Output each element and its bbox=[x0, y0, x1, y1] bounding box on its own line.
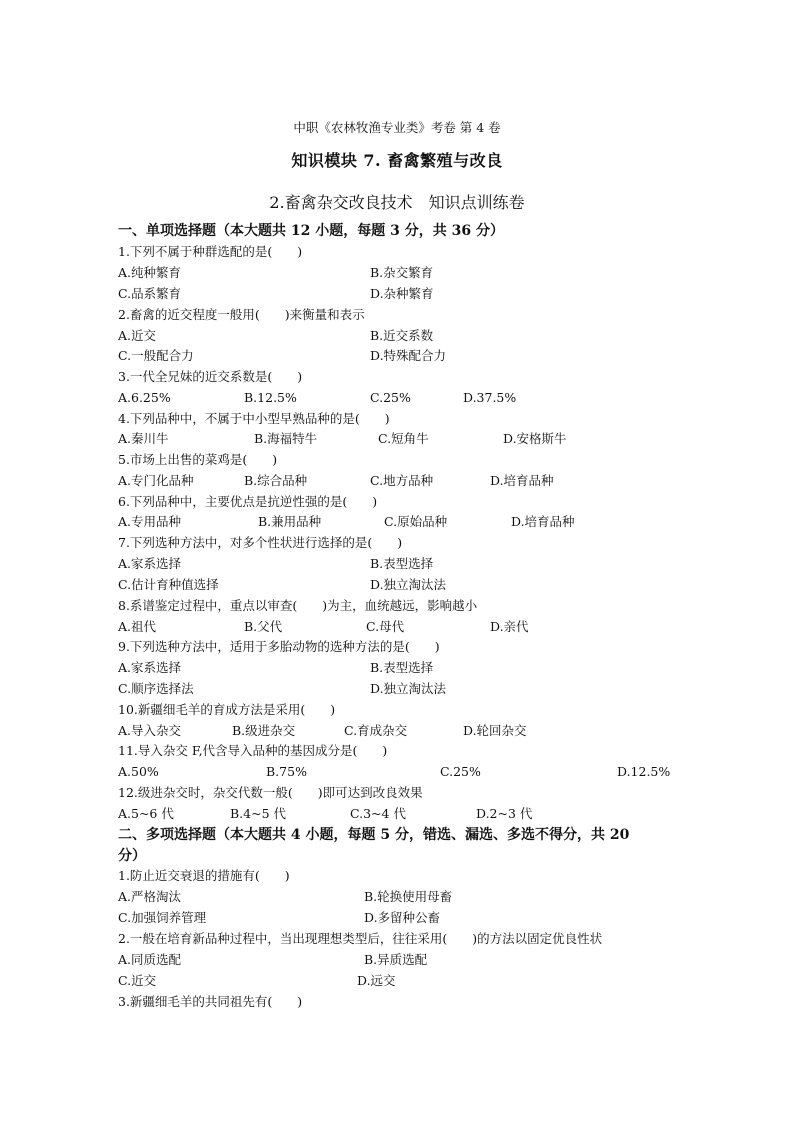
q4-option-d: D.安格斯牛 bbox=[503, 431, 567, 446]
q10-option-b: B.级进杂交 bbox=[232, 723, 296, 738]
question-10: 10.新疆细毛羊的育成方法是采用( ) bbox=[118, 702, 336, 717]
q7-option-d: D.独立淘汰法 bbox=[370, 577, 447, 592]
q4-option-c: C.短角牛 bbox=[378, 431, 429, 446]
q8-option-c: C.母代 bbox=[366, 619, 405, 634]
section-2-title-cont: 分） bbox=[118, 848, 146, 864]
q8-option-b: B.父代 bbox=[244, 619, 283, 634]
multi-question-2: 2.一般在培育新品种过程中，当出现理想类型后，往往采用( )的方法以固定优良性状 bbox=[118, 931, 603, 946]
question-2: 2.畜禽的近交程度一般用( )来衡量和表示 bbox=[118, 307, 365, 322]
q3-option-c: C.25% bbox=[370, 390, 411, 405]
q11-option-b: B.75% bbox=[266, 764, 307, 779]
q8-option-a: A.祖代 bbox=[118, 619, 157, 634]
paper-subtitle: 2.畜禽杂交改良技术 知识点训练卷 bbox=[269, 193, 525, 212]
question-8: 8.系谱鉴定过程中，重点以审查( )为主，血统越远，影响越小 bbox=[118, 598, 478, 613]
q8-option-d: D.亲代 bbox=[490, 619, 529, 634]
m2-option-a: A.同质选配 bbox=[118, 952, 182, 967]
q6-option-c: C.原始品种 bbox=[384, 514, 448, 529]
q5-option-a: A.专门化品种 bbox=[118, 473, 194, 488]
q1-option-a: A.纯种繁育 bbox=[118, 265, 182, 280]
q12-option-a: A.5~6 代 bbox=[118, 806, 174, 821]
q12-option-d: D.2~3 代 bbox=[476, 806, 533, 821]
q12-option-c: C.3~4 代 bbox=[350, 806, 406, 821]
q6-option-d: D.培育品种 bbox=[511, 514, 575, 529]
section-2-title: 二、多项选择题（本大题共 4 小题，每题 5 分，错选、漏选、多选不得分，共 20 bbox=[118, 827, 630, 843]
q9-option-b: B.表型选择 bbox=[370, 660, 434, 675]
q11-option-d: D.12.5% bbox=[617, 764, 671, 779]
question-9: 9.下列选种方法中，适用于多胎动物的选种方法的是( ) bbox=[118, 639, 440, 654]
m1-option-d: D.多留种公畜 bbox=[364, 910, 441, 925]
m2-option-b: B.异质选配 bbox=[364, 952, 428, 967]
question-4: 4.下列品种中，不属于中小型早熟品种的是( ) bbox=[118, 411, 390, 426]
module-title: 知识模块 7. 畜禽繁殖与改良 bbox=[291, 151, 503, 170]
q9-option-c: C.顺序选择法 bbox=[118, 681, 194, 696]
q1-option-c: C.品系繁育 bbox=[118, 286, 182, 301]
q11-option-c: C.25% bbox=[440, 764, 481, 779]
m1-option-a: A.严格淘汰 bbox=[118, 889, 182, 904]
q11-option-a: A.50% bbox=[118, 764, 159, 779]
section-1-title: 一、单项选择题（本大题共 12 小题，每题 3 分，共 36 分） bbox=[118, 223, 504, 239]
question-5: 5.市场上出售的菜鸡是( ) bbox=[118, 452, 278, 467]
q5-option-c: C.地方品种 bbox=[370, 473, 434, 488]
question-6: 6.下列品种中，主要优点是抗逆性强的是( ) bbox=[118, 494, 378, 509]
q2-option-b: B.近交系数 bbox=[370, 328, 434, 343]
q6-option-b: B.兼用品种 bbox=[258, 514, 322, 529]
question-3: 3.一代全兄妹的近交系数是( ) bbox=[118, 369, 303, 384]
multi-question-1: 1.防止近交衰退的措施有( ) bbox=[118, 868, 290, 883]
m2-option-c: C.近交 bbox=[118, 973, 157, 988]
q5-option-d: D.培育品种 bbox=[490, 473, 554, 488]
q1-option-b: B.杂交繁育 bbox=[370, 265, 434, 280]
q4-option-a: A.秦川牛 bbox=[118, 431, 169, 446]
q2-option-d: D.特殊配合力 bbox=[370, 348, 447, 363]
q2-option-c: C.一般配合力 bbox=[118, 348, 194, 363]
question-1: 1.下列不属于种群选配的是( ) bbox=[118, 244, 303, 259]
q9-option-a: A.家系选择 bbox=[118, 660, 182, 675]
q9-option-d: D.独立淘汰法 bbox=[370, 681, 447, 696]
q10-option-d: D.轮回杂交 bbox=[463, 723, 527, 738]
question-12: 12.级进杂交时，杂交代数一般( )即可达到改良效果 bbox=[118, 785, 423, 800]
question-11: 11.导入杂交 F,代含导入品种的基因成分是( ) bbox=[118, 743, 388, 758]
q10-option-c: C.育成杂交 bbox=[344, 723, 408, 738]
q2-option-a: A.近交 bbox=[118, 328, 157, 343]
q3-option-a: A.6.25% bbox=[118, 390, 171, 405]
q7-option-b: B.表型选择 bbox=[370, 556, 434, 571]
multi-question-3: 3.新疆细毛羊的共同祖先有( ) bbox=[118, 994, 303, 1009]
q3-option-d: D.37.5% bbox=[463, 390, 517, 405]
m1-option-b: B.轮换使用母畜 bbox=[364, 889, 453, 904]
q3-option-b: B.12.5% bbox=[244, 390, 297, 405]
question-7: 7.下列选种方法中，对多个性状进行选择的是( ) bbox=[118, 535, 403, 550]
m1-option-c: C.加强饲养管理 bbox=[118, 910, 207, 925]
q6-option-a: A.专用品种 bbox=[118, 514, 182, 529]
q5-option-b: B.综合品种 bbox=[244, 473, 308, 488]
q1-option-d: D.杂种繁育 bbox=[370, 286, 434, 301]
q7-option-c: C.估计育种值选择 bbox=[118, 577, 219, 592]
q12-option-b: B.4~5 代 bbox=[230, 806, 287, 821]
q10-option-a: A.导入杂交 bbox=[118, 723, 182, 738]
m2-option-d: D.远交 bbox=[357, 973, 396, 988]
exam-header: 中职《农林牧渔专业类》考卷 第 4 卷 bbox=[293, 120, 501, 135]
q4-option-b: B.海福特牛 bbox=[254, 431, 318, 446]
q7-option-a: A.家系选择 bbox=[118, 556, 182, 571]
